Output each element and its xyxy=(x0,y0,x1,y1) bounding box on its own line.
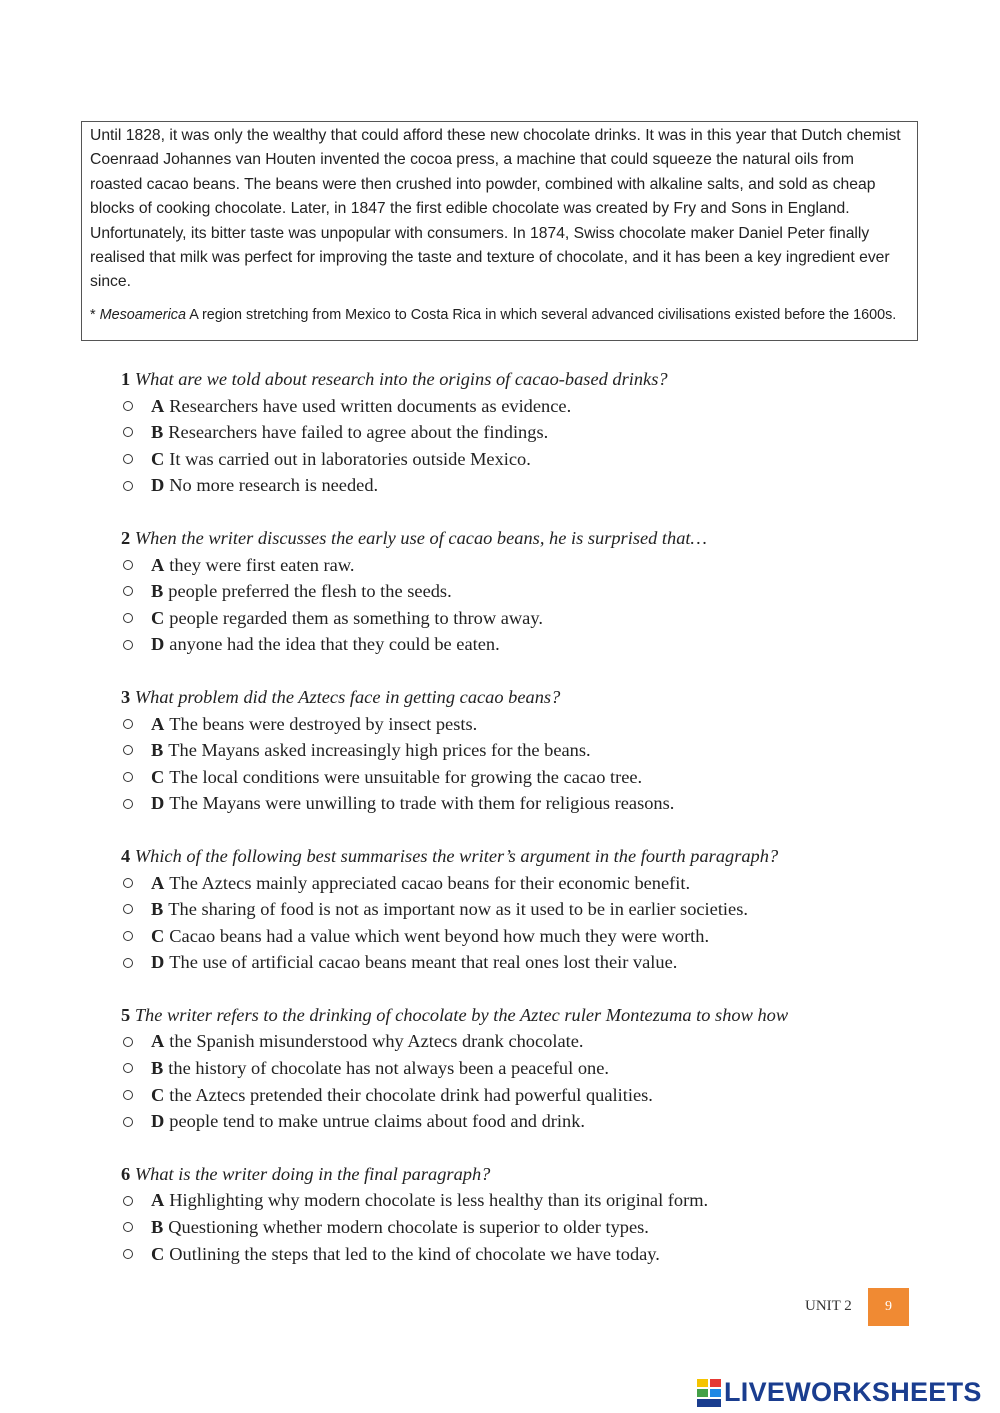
question-title xyxy=(121,1161,941,1188)
option-text: Cacao beans had a value which went beyond how much they were worth. xyxy=(169,925,710,946)
option-1a[interactable] xyxy=(121,393,941,420)
option-letter: B xyxy=(151,581,164,602)
option-text: people tend to make untrue claims about food and drink. xyxy=(169,1111,586,1132)
option-4b[interactable] xyxy=(121,896,941,923)
option-letter: B xyxy=(151,422,164,443)
option-2b[interactable] xyxy=(121,578,941,605)
radio-button-icon[interactable] xyxy=(123,427,133,437)
option-text: The beans were destroyed by insect pests. xyxy=(169,713,478,734)
radio-button-icon[interactable] xyxy=(123,454,133,464)
page-number-badge: 9 xyxy=(868,1288,909,1326)
option-5a[interactable] xyxy=(121,1028,941,1055)
option-letter: C xyxy=(151,766,165,787)
option-5d[interactable] xyxy=(121,1108,941,1135)
option-3c[interactable] xyxy=(121,764,941,791)
radio-button-icon[interactable] xyxy=(123,1063,133,1073)
option-2a[interactable] xyxy=(121,552,941,579)
option-4d[interactable] xyxy=(121,949,941,976)
option-text: The use of artificial cacao beans meant that real ones lost their value. xyxy=(169,952,678,973)
option-letter: C xyxy=(151,448,165,469)
option-text: people preferred the flesh to the seeds. xyxy=(168,581,452,602)
option-5c[interactable] xyxy=(121,1082,941,1109)
radio-button-icon[interactable] xyxy=(123,745,133,755)
option-letter: B xyxy=(151,1217,164,1238)
option-text: The Mayans were unwilling to trade with them for religious reasons. xyxy=(169,793,675,814)
question-text: The writer refers to the drinking of chocolate by the Aztec ruler Montezuma to show how xyxy=(134,1004,789,1025)
radio-button-icon[interactable] xyxy=(123,904,133,914)
option-letter: D xyxy=(151,793,165,814)
option-text: Questioning whether modern chocolate is superior to older types. xyxy=(168,1217,649,1238)
option-letter: D xyxy=(151,1111,165,1132)
passage-footnote xyxy=(90,304,909,326)
option-letter: A xyxy=(151,554,165,575)
question-5 xyxy=(121,1002,941,1135)
option-letter: D xyxy=(151,952,165,973)
question-number: 4 xyxy=(121,845,131,866)
option-letter: A xyxy=(151,713,165,734)
question-list xyxy=(121,366,941,1293)
question-number: 1 xyxy=(121,369,131,389)
option-6c[interactable] xyxy=(121,1241,941,1268)
radio-button-icon[interactable] xyxy=(123,401,133,411)
option-letter: A xyxy=(151,872,165,893)
question-text: What problem did the Aztecs face in getting cacao beans? xyxy=(134,686,561,707)
option-5b[interactable] xyxy=(121,1055,941,1082)
radio-button-icon[interactable] xyxy=(123,1196,133,1206)
option-letter: A xyxy=(151,1031,165,1052)
radio-button-icon[interactable] xyxy=(123,560,133,570)
option-text: people regarded them as something to throw away. xyxy=(169,607,543,628)
option-letter: D xyxy=(151,634,165,655)
radio-button-icon[interactable] xyxy=(123,719,133,729)
option-text: Researchers have failed to agree about the findings. xyxy=(168,422,549,443)
option-4c[interactable] xyxy=(121,923,941,950)
question-title xyxy=(121,366,941,393)
question-text: What is the writer doing in the final paragraph? xyxy=(134,1163,491,1184)
option-letter: B xyxy=(151,899,164,920)
option-text: It was carried out in laboratories outside Mexico. xyxy=(169,448,531,469)
option-1b[interactable] xyxy=(121,419,941,446)
option-text: anyone had the idea that they could be eaten. xyxy=(169,634,500,655)
question-2 xyxy=(121,525,941,658)
option-2d[interactable] xyxy=(121,631,941,658)
option-text: The Mayans asked increasingly high prices for the beans. xyxy=(168,740,591,761)
option-3d[interactable] xyxy=(121,790,941,817)
radio-button-icon[interactable] xyxy=(123,799,133,809)
radio-button-icon[interactable] xyxy=(123,481,133,491)
question-text: What are we told about research into the origins of cacao-based drinks? xyxy=(134,369,668,389)
option-4a[interactable] xyxy=(121,870,941,897)
radio-button-icon[interactable] xyxy=(123,640,133,650)
option-letter: C xyxy=(151,1243,165,1264)
option-text: The local conditions were unsuitable for growing the cacao tree. xyxy=(169,766,643,787)
question-4 xyxy=(121,843,941,976)
footnote-term: Mesoamerica xyxy=(99,306,186,323)
radio-button-icon[interactable] xyxy=(123,1090,133,1100)
radio-button-icon[interactable] xyxy=(123,1037,133,1047)
option-text: Highlighting why modern chocolate is less healthy than its original form. xyxy=(169,1190,709,1211)
question-text: When the writer discusses the early use of cacao beans, he is surprised that… xyxy=(134,527,707,548)
radio-button-icon[interactable] xyxy=(123,772,133,782)
option-letter: C xyxy=(151,607,165,628)
option-letter: A xyxy=(151,1190,165,1211)
radio-button-icon[interactable] xyxy=(123,1117,133,1127)
question-1 xyxy=(121,366,941,499)
option-letter: B xyxy=(151,1058,164,1079)
radio-button-icon[interactable] xyxy=(123,586,133,596)
option-text: the Aztecs pretended their chocolate drink had powerful qualities. xyxy=(169,1084,653,1105)
radio-button-icon[interactable] xyxy=(123,958,133,968)
question-title xyxy=(121,525,941,552)
liveworksheets-watermark xyxy=(697,1377,982,1408)
question-number: 2 xyxy=(121,527,131,548)
option-6a[interactable] xyxy=(121,1187,941,1214)
option-1d[interactable] xyxy=(121,472,941,499)
footnote-text: A region stretching from Mexico to Costa Rica in which several advanced civilisations existed before the 1600s. xyxy=(189,306,897,323)
option-text: the history of chocolate has not always been a peaceful one. xyxy=(168,1058,609,1079)
question-title xyxy=(121,1002,941,1029)
footnote-marker: * xyxy=(90,306,96,323)
radio-button-icon[interactable] xyxy=(123,1222,133,1232)
radio-button-icon[interactable] xyxy=(123,931,133,941)
passage-paragraph: Until 1828, it was only the wealthy that could afford these new chocolate drinks. It was in this year that Dutch chemist Coenraad Johannes van Houten invented the cocoa press, a machine that could squeeze the natural oils from roasted cacao beans. The beans were then crushed into powder, combined with alkaline salts, and sold as cheap blocks of cooking chocolate. Later, in 1847 the first edible chocolate was created by Fry and Sons in England. Unfortunately, its bitter taste was unpopular with consumers. In 1874, Swiss chocolate maker Daniel Peter finally realised that milk was perfect for improving the taste and texture of chocolate, and it has been a key ingredient ever since. xyxy=(90,127,901,291)
option-1c[interactable] xyxy=(121,446,941,473)
question-6 xyxy=(121,1161,941,1267)
option-letter: D xyxy=(151,475,165,496)
option-text: Outlining the steps that led to the kind of chocolate we have today. xyxy=(169,1243,660,1264)
option-letter: B xyxy=(151,740,164,761)
radio-button-icon[interactable] xyxy=(123,1249,133,1259)
radio-button-icon[interactable] xyxy=(123,878,133,888)
option-text: No more research is needed. xyxy=(169,475,379,496)
question-title xyxy=(121,684,941,711)
radio-button-icon[interactable] xyxy=(123,613,133,623)
question-number: 3 xyxy=(121,686,131,707)
option-letter: C xyxy=(151,925,165,946)
option-text: The Aztecs mainly appreciated cacao beans for their economic benefit. xyxy=(169,872,691,893)
option-text: The sharing of food is not as important now as it used to be in earlier societies. xyxy=(168,899,748,920)
option-3a[interactable] xyxy=(121,711,941,738)
reading-passage-box xyxy=(81,121,918,341)
question-text: Which of the following best summarises the writer’s argument in the fourth paragraph? xyxy=(134,845,779,866)
option-letter: A xyxy=(151,395,165,416)
option-text: Researchers have used written documents as evidence. xyxy=(169,395,572,416)
liveworksheets-logo-icon xyxy=(697,1379,722,1407)
question-3 xyxy=(121,684,941,817)
watermark-text: LIVEWORKSHEETS xyxy=(724,1377,982,1407)
question-number: 5 xyxy=(121,1004,131,1025)
option-6b[interactable] xyxy=(121,1214,941,1241)
question-number: 6 xyxy=(121,1163,131,1184)
question-title xyxy=(121,843,941,870)
option-2c[interactable] xyxy=(121,605,941,632)
option-3b[interactable] xyxy=(121,737,941,764)
option-letter: C xyxy=(151,1084,165,1105)
option-text: the Spanish misunderstood why Aztecs drank chocolate. xyxy=(169,1031,584,1052)
unit-label: UNIT 2 xyxy=(805,1298,852,1314)
option-text: they were first eaten raw. xyxy=(169,554,355,575)
